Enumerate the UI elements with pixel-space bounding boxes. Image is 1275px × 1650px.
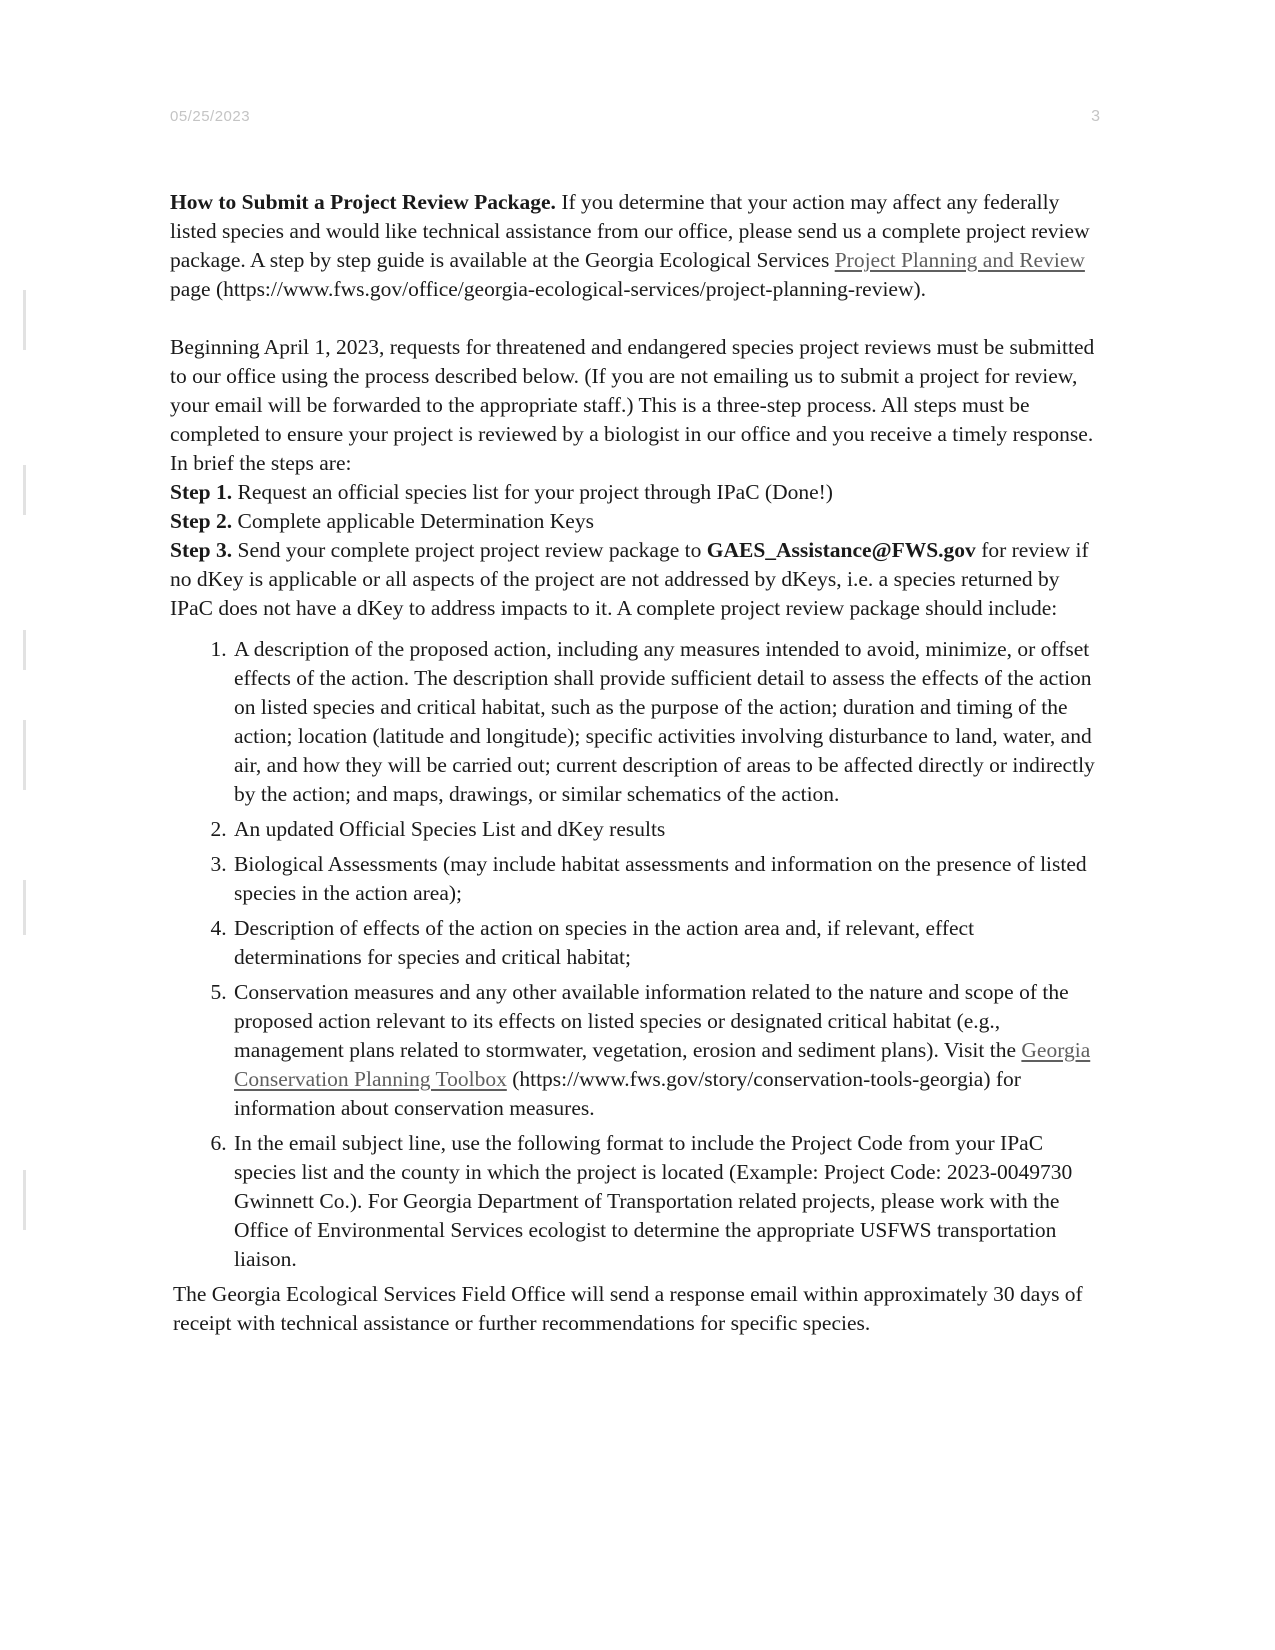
header-date: 05/25/2023 (170, 108, 251, 125)
intro-paragraph (170, 188, 1105, 304)
header-page-number: 3 (1091, 108, 1100, 125)
page-header (170, 108, 1100, 132)
list-item: 2. An updated Official Species List and dKey results (232, 815, 1105, 844)
item-5-text: Conservation measures and any other available information related to the nature and scope of the proposed action relevant to its effects on listed species or designated critical habitat (e.g., management plans related to stormwater, vegetation, erosion and sediment plans). Visit the (234, 980, 1069, 1062)
step-1 (170, 478, 1105, 507)
step-3-text: Send your complete project project review package to (232, 538, 707, 562)
assistance-email: GAES_Assistance@FWS.gov (706, 538, 976, 562)
closing-paragraph: The Georgia Ecological Services Field Office will send a response email within approximately 30 days of receipt with technical assistance or further recommendations for specific species. (173, 1282, 1083, 1335)
beginning-paragraph: Beginning April 1, 2023, requests for threatened and endangered species project reviews must be submitted to our office using the process described below. (If you are not emailing us to submit a project for review, your email will be forwarded to the appropriate staff.) This is a three-step process. All steps must be completed to ensure your project is reviewed by a biologist in our office and you receive a timely response. In brief the steps are: (170, 335, 1095, 475)
step-1-text: Request an official species list for your project through IPaC (Done!) (232, 480, 833, 504)
section-heading: How to Submit a Project Review Package. (170, 190, 556, 214)
intro-text: If you determine that your action may affect any federally listed species and would like technical assistance from our office, please send us a complete project review package. A step by step guide is available at the Georgia Ecological Services (170, 190, 1090, 272)
scan-edge-mark (23, 1170, 26, 1230)
scan-edge-mark (23, 880, 26, 935)
step-2-label: Step 2. (170, 509, 233, 533)
scan-edge-mark (23, 290, 26, 350)
list-item: 1. A description of the proposed action, including any measures intended to avoid, minimize, or offset effects of the action. The description shall provide sufficient detail to assess the effects of the action on listed species and critical habitat, such as the purpose of the action; duration and timing of the action; location (latitude and longitude); specific activities involving disturbance to land, water, and air, and how they will be carried out; current description of areas to be affected directly or indirectly by the action; and maps, drawings, or similar schematics of the action. (232, 635, 1105, 809)
project-planning-review-link[interactable]: Project Planning and Review (834, 248, 1085, 272)
step-2-text: Complete applicable Determination Keys (232, 509, 594, 533)
scan-edge-mark (23, 630, 26, 670)
intro-text-after-link: page (https://www.fws.gov/office/georgia-ecological-services/project-planning-review). (170, 277, 927, 301)
conservation-toolbox-link[interactable]: Georgia Conservation Planning Toolbox (234, 1038, 1091, 1091)
step-1-label: Step 1. (170, 480, 233, 504)
list-item: 4. Description of effects of the action on species in the action area and, if relevant, effect determinations for species and critical habitat; (232, 914, 1105, 972)
item-5-text-after-link: (https://www.fws.gov/story/conservation-tools-georgia) for information about conservation measures. (234, 1067, 1021, 1120)
document-body (170, 188, 1105, 1338)
step-2 (170, 507, 1105, 536)
step-3-label: Step 3. (170, 538, 233, 562)
scan-edge-mark (23, 465, 26, 515)
list-item (232, 978, 1105, 1123)
scan-edge-mark (23, 720, 26, 790)
step-3 (170, 536, 1105, 623)
step-3-text-after-email: for review if no dKey is applicable or all aspects of the project are not addressed by dKeys, i.e. a species returned by IPaC does not have a dKey to address impacts to it. A complete project review package should include: (170, 538, 1089, 620)
list-item: 3. Biological Assessments (may include habitat assessments and information on the presence of listed species in the action area); (232, 850, 1105, 908)
package-requirements-list (170, 635, 1105, 1274)
list-item: 6. In the email subject line, use the following format to include the Project Code from your IPaC species list and the county in which the project is located (Example: Project Code: 2023-0049730 Gwinnett Co.). For Georgia Department of Transportation related projects, please work with the Office of Environmental Services ecologist to determine the appropriate USFWS transportation liaison. (232, 1129, 1105, 1274)
